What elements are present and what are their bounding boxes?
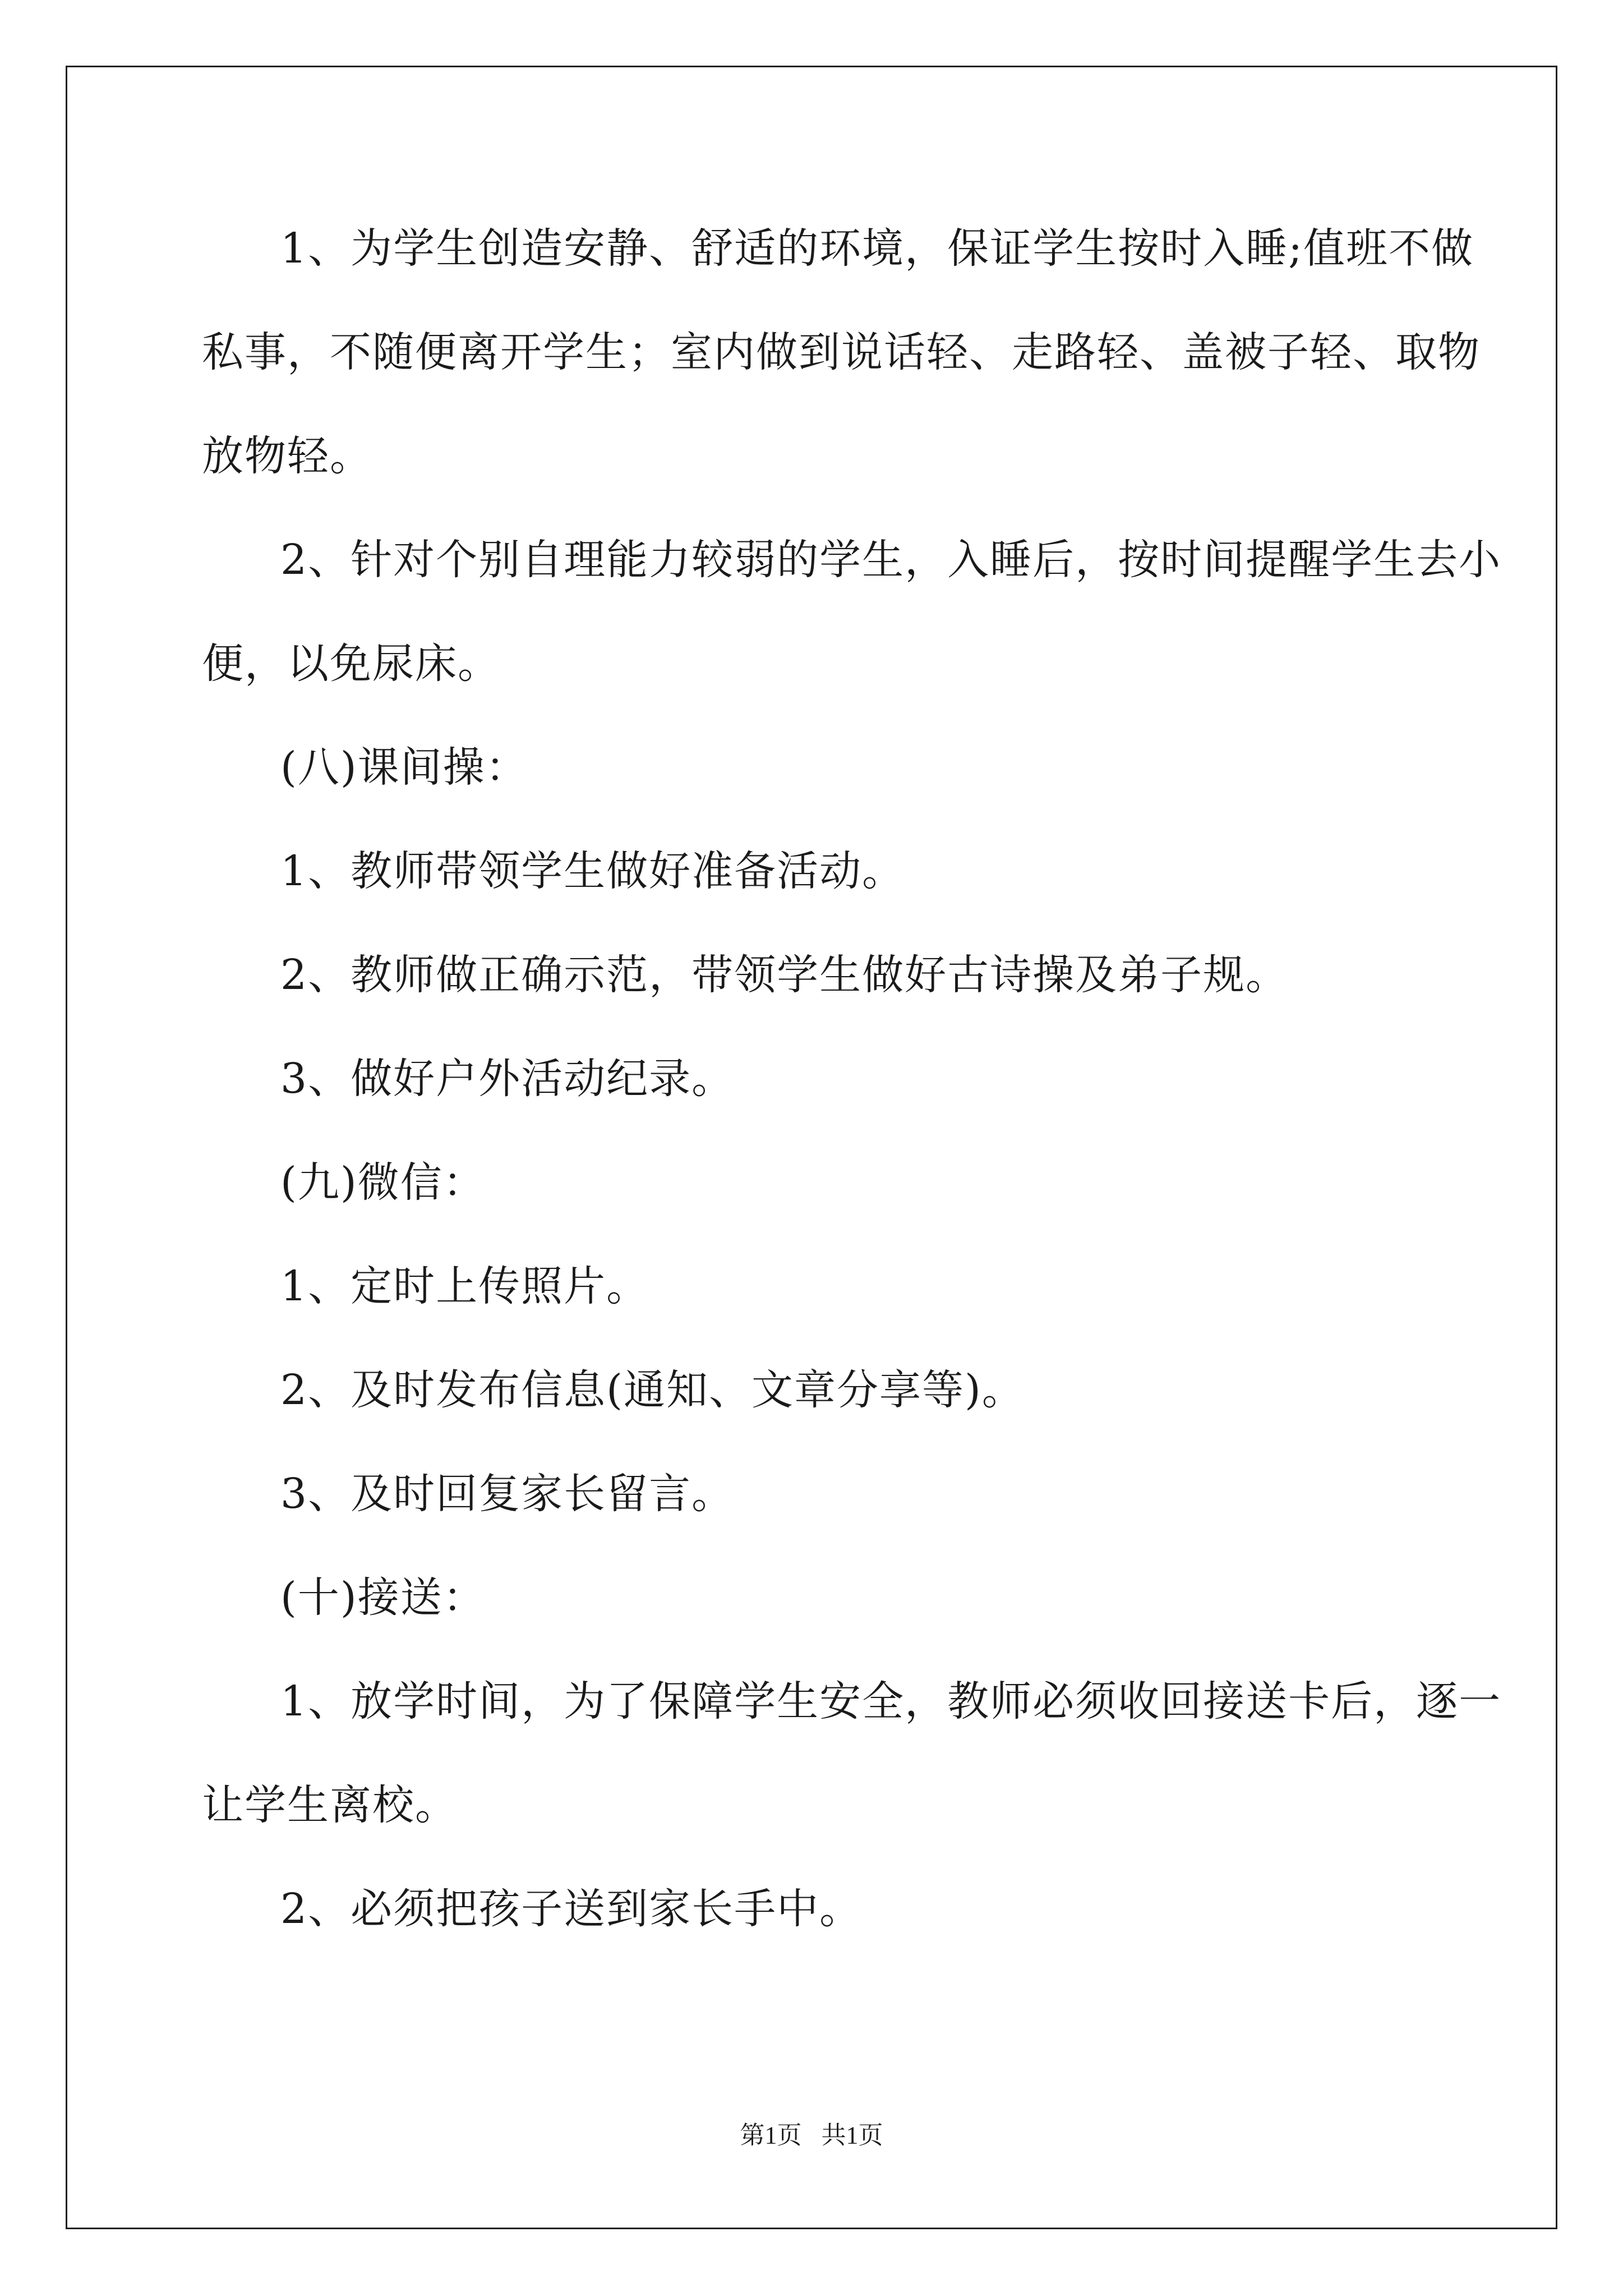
page-footer	[0, 2122, 1623, 2150]
section-heading: (八)课间操：	[280, 743, 528, 792]
paragraph-line: 便，以免尿床。	[202, 639, 500, 688]
paragraph-line: 2、针对个别自理能力较弱的学生，入睡后，按时间提醒学生去小	[280, 536, 1502, 584]
paragraph-line: 2、及时发布信息(通知、文章分享等)。	[280, 1366, 1025, 1414]
paragraph-line: 2、必须把孩子送到家长手中。	[280, 1885, 863, 1933]
paragraph-line: 2、教师做正确示范，带领学生做好古诗操及弟子规。	[280, 951, 1289, 999]
paragraph-line: 放物轻。	[202, 432, 372, 480]
paragraph-line: 让学生离校。	[202, 1781, 458, 1829]
paragraph-line: 1、定时上传照片。	[280, 1262, 649, 1310]
paragraph-line: 3、及时回复家长留言。	[280, 1470, 735, 1518]
page-total: 共1页	[821, 2122, 883, 2149]
page-number: 第1页	[740, 2122, 802, 2149]
paragraph-line: 1、放学时间，为了保障学生安全，教师必须收回接送卡后，逐一	[280, 1677, 1502, 1726]
paragraph-line: 1、为学生创造安静、舒适的环境，保证学生按时入睡;值班不做	[280, 224, 1474, 273]
paragraph-line: 私事，不随便离开学生；室内做到说话轻、走路轻、盖被子轻、取物	[202, 328, 1481, 376]
section-heading: (十)接送：	[280, 1573, 486, 1622]
paragraph-line: 1、教师带领学生做好准备活动。	[280, 847, 905, 895]
section-heading: (九)微信：	[280, 1158, 486, 1207]
paragraph-line: 3、做好户外活动纪录。	[280, 1055, 735, 1103]
